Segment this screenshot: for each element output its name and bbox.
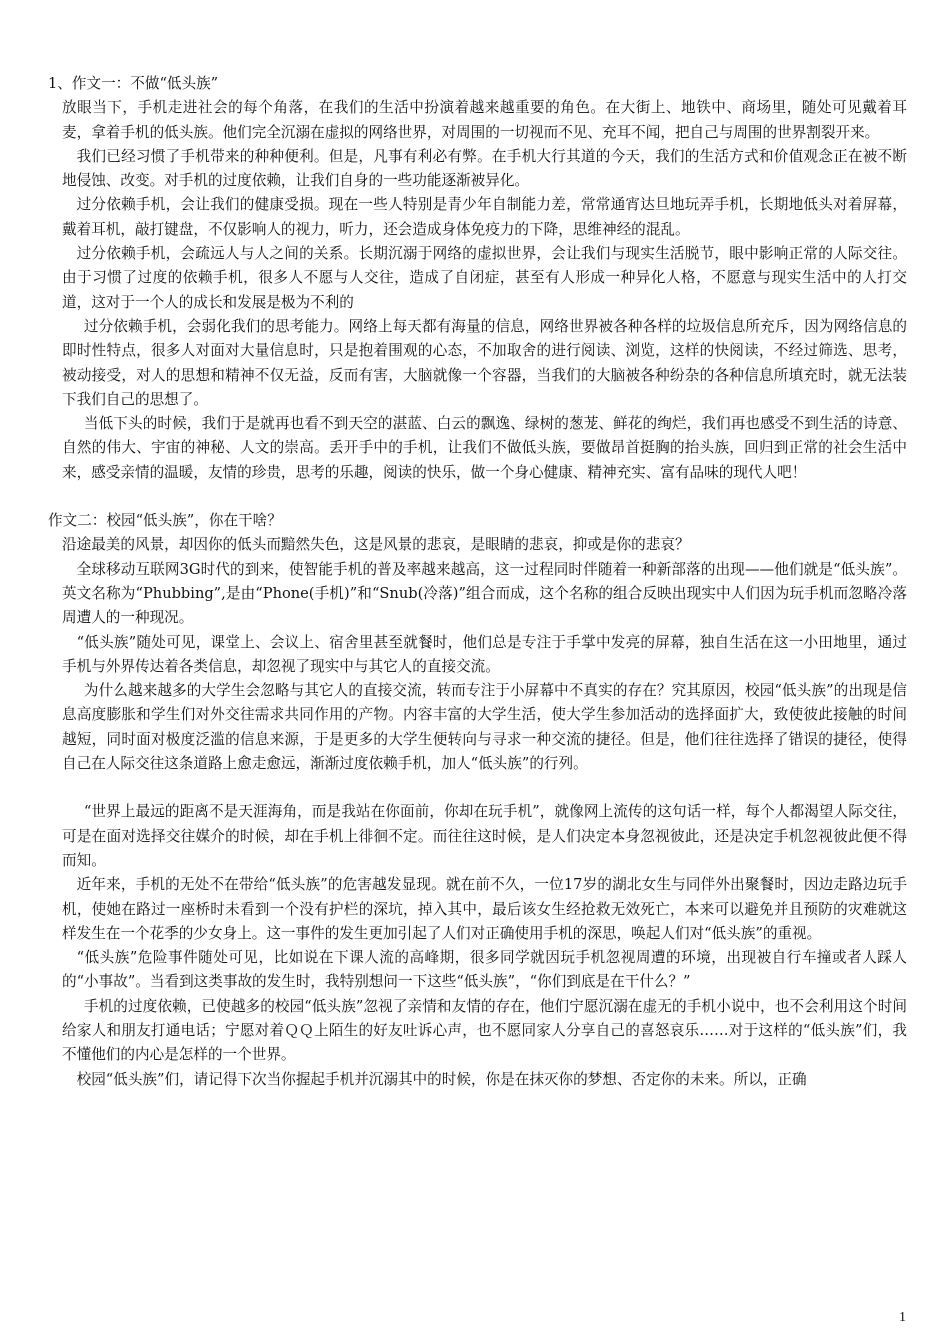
essay2-paragraph: “低头族”危险事件随处可见，比如说在下课人流的高峰期，很多同学就因玩手机忽视周遭的环境，出现被自行车撞或者人踩人的“小事故”。当看到这类事故的发生时，我特别想问一下这些“低头族”，“你们到底是在干什么？”	[62, 949, 907, 991]
essay1-title: 1、作文一：不做“低头族”	[48, 75, 219, 92]
essay2-paragraph: 全球移动互联网3G时代的到来，使智能手机的普及率越来越高，这一过程同时伴随着一种新部落的出现——他们就是“低头族”。英文名称为“Phubbing”,是由“Phone(手机)”和“Snub(冷落)”组合而成，这个名称的组合反映出现实中人们因为玩手机而忽略冷落周遭人的一种现况。	[62, 560, 907, 627]
essay1-paragraph: 我们已经习惯了手机带来的种种便利。但是，凡事有利必有弊。在手机大行其道的今天，我们的生活方式和价值观念正在被不断地侵蚀、改变。对手机的过度依赖，让我们自身的一些功能逐渐被异化。	[62, 147, 907, 190]
essay1-paragraph: 过分依赖手机，会疏远人与人之间的关系。长期沉溺于网络的虚拟世界，会让我们与现实生活脱节，眼中影响正常的人际交往。由于习惯了过度的依赖手机，很多人不愿与人交往，造成了自闭症，甚至有人形成一种异化人格，不愿意与现实生活中的人打交道，这对于一个人的成长和发展是极为不利的	[62, 245, 907, 311]
essay1-paragraph: 过分依赖手机，会弱化我们的思考能力。网络上每天都有海量的信息，网络世界被各种各样的垃圾信息所充斥，因为网络信息的即时性特点，很多人对面对大量信息时，只是抱着围观的心态，不加取舍的进行阅读、浏览，这样的快阅读，不经过筛选、思考，被动接受，对人的思想和精神不仅无益，反而有害，大脑就像一个容器，当我们的大脑被各种纷杂的各种信息所填充时，就无法装下我们自己的思想了。	[62, 317, 907, 408]
essay2-paragraph: 为什么越来越多的大学生会忽略与其它人的直接交流，转而专注于小屏幕中不真实的存在？究其原因，校园“低头族”的出现是信息高度膨胀和学生们对外交往需求共同作用的产物。内容丰富的大学生活，使大学生参加活动的选择面扩大，致使彼此接触的时间越短，同时面对极度泛滥的信息来源，于是更多的大学生便转向与寻求一种交流的捷径。但是，他们往往选择了错误的捷径，使得自己在人际交往这条道路上愈走愈远，渐渐过度依赖手机，加人“低头族”的行列。	[62, 682, 907, 773]
essay2-paragraph: 校园“低头族”们，请记得下次当你握起手机并沉溺其中的时候，你是在抹灭你的梦想、否定你的未来。所以，正确	[76, 1070, 807, 1088]
essay1-paragraph: 当低下头的时候，我们于是就再也看不到天空的湛蓝、白云的飘逸、绿树的葱茏、鲜花的绚烂，我们再也感受不到生活的诗意、自然的伟大、宇宙的神秘、人文的崇高。丢开手中的手机，让我们不做低头族，要做昂首挺胸的抬头族，回归到正常的社会生活中来，感受亲情的温暖，友情的珍贵，思考的乐趣，阅读的快乐，做一个身心健康、精神充实、富有品味的现代人吧！	[62, 415, 907, 481]
essay2-paragraph: 手机的过度依赖，已使越多的校园“低头族”忽视了亲情和友情的存在，他们宁愿沉溺在虚无的手机小说中，也不会利用这个时间给家人和朋友打通电话；宁愿对着ＱＱ上陌生的好友吐诉心声，也不愿同家人分享自己的喜怒哀乐……对于这样的“低头族”们，我不懂他们的内心是怎样的一个世界。	[62, 997, 907, 1064]
document-body	[48, 72, 907, 1092]
essay2-paragraph: “世界上最远的距离不是天涯海角，而是我站在你面前，你却在玩手机”，就像网上流传的这句话一样，每个人都渴望人际交往，可是在面对选择交往媒介的时候，却在手机上徘徊不定。而往往这时候，是人们决定本身忽视彼此，还是决定手机忽视彼此便不得而知。	[62, 803, 907, 869]
essay2-paragraph: 沿途最美的风景，却因你的低头而黯然失色，这是风景的悲哀，是眼睛的悲哀，抑或是你的悲哀？	[62, 536, 690, 554]
section-gap	[62, 485, 907, 509]
essay1-paragraph: 放眼当下，手机走进社会的每个角落，在我们的生活中扮演着越来越重要的角色。在大街上、地铁中、商场里，随处可见戴着耳麦，拿着手机的低头族。他们完全沉溺在虚拟的网络世界，对周围的一切视而不见、充耳不闻，把自己与周围的世界割裂开来。	[62, 99, 907, 141]
paragraph-gap	[62, 776, 907, 800]
essay2-paragraph: 近年来，手机的无处不在带给“低头族”的危害越发显现。就在前不久，一位17岁的湖北女生与同伴外出聚餐时，因边走路边玩手机，使她在路过一座桥时未看到一个没有护栏的深坑，掉入其中，最后该女生经抢救无效死亡，本来可以避免并且预防的灾难就这样发生在一个花季的少女身上。这一事件的发生更加引起了人们对正确使用手机的深思，唤起人们对“低头族”的重视。	[62, 876, 907, 942]
essay2-paragraph: “低头族”随处可见，课堂上、会议上、宿舍里甚至就餐时，他们总是专注于手掌中发亮的屏幕，独自生活在这一小田地里，通过手机与外界传达着各类信息，却忽视了现实中与其它人的直接交流。	[62, 633, 907, 675]
essay1-paragraph: 过分依赖手机，会让我们的健康受损。现在一些人特别是青少年自制能力差，常常通宵达旦地玩弄手机，长期地低头对着屏幕，戴着耳机，敲打键盘，不仅影响人的视力，听力，还会造成身体免疫力的下降，思维神经的混乱。	[62, 196, 907, 238]
essay2-title: 作文二：校园“低头族”，你在干啥？	[48, 512, 282, 530]
page-number: 1	[899, 1310, 906, 1325]
